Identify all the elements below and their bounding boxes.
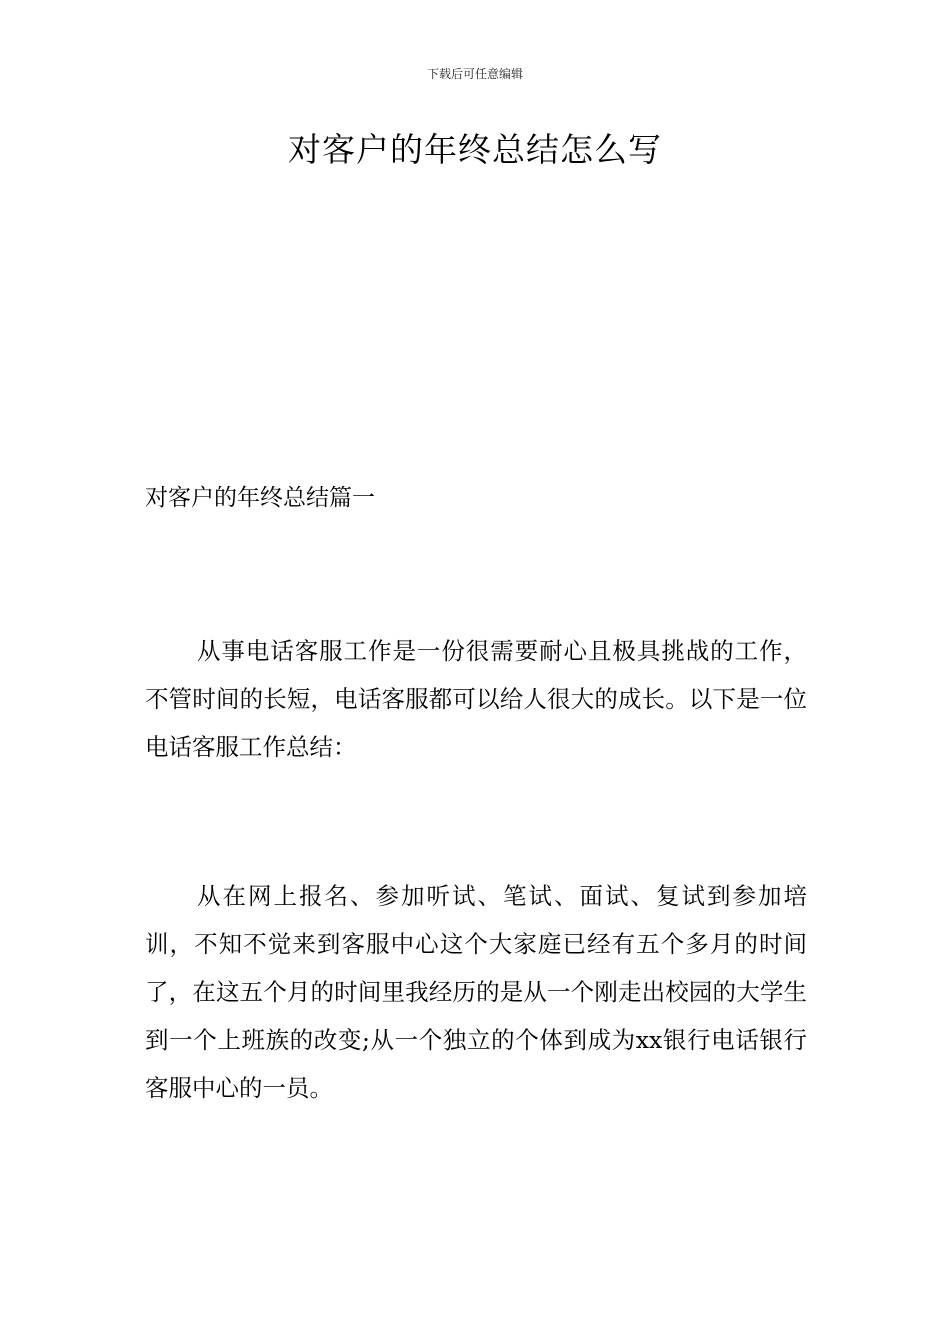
document-title: 对客户的年终总结怎么写 [288, 130, 662, 169]
body-paragraph: 从事电话客服工作是一份很需要耐心且极具挑战的工作，不管时间的长短，电话客服都可以给人很大的成长。以下是一位电话客服工作总结： [145, 637, 807, 761]
body-paragraph: 从在网上报名、参加听试、笔试、面试、复试到参加培训，不知不觉来到客服中心这个大家庭已经有五个多月的时间了，在这五个月的时间里我经历的是从一个刚走出校园的大学生到一个上班族的改变;从一个独立的个体到成为xx银行电话银行客服中心的一员。 [145, 882, 807, 1102]
section-heading: 对客户的年终总结篇一 [145, 485, 375, 511]
page-header-note: 下载后可任意编辑 [426, 67, 523, 81]
